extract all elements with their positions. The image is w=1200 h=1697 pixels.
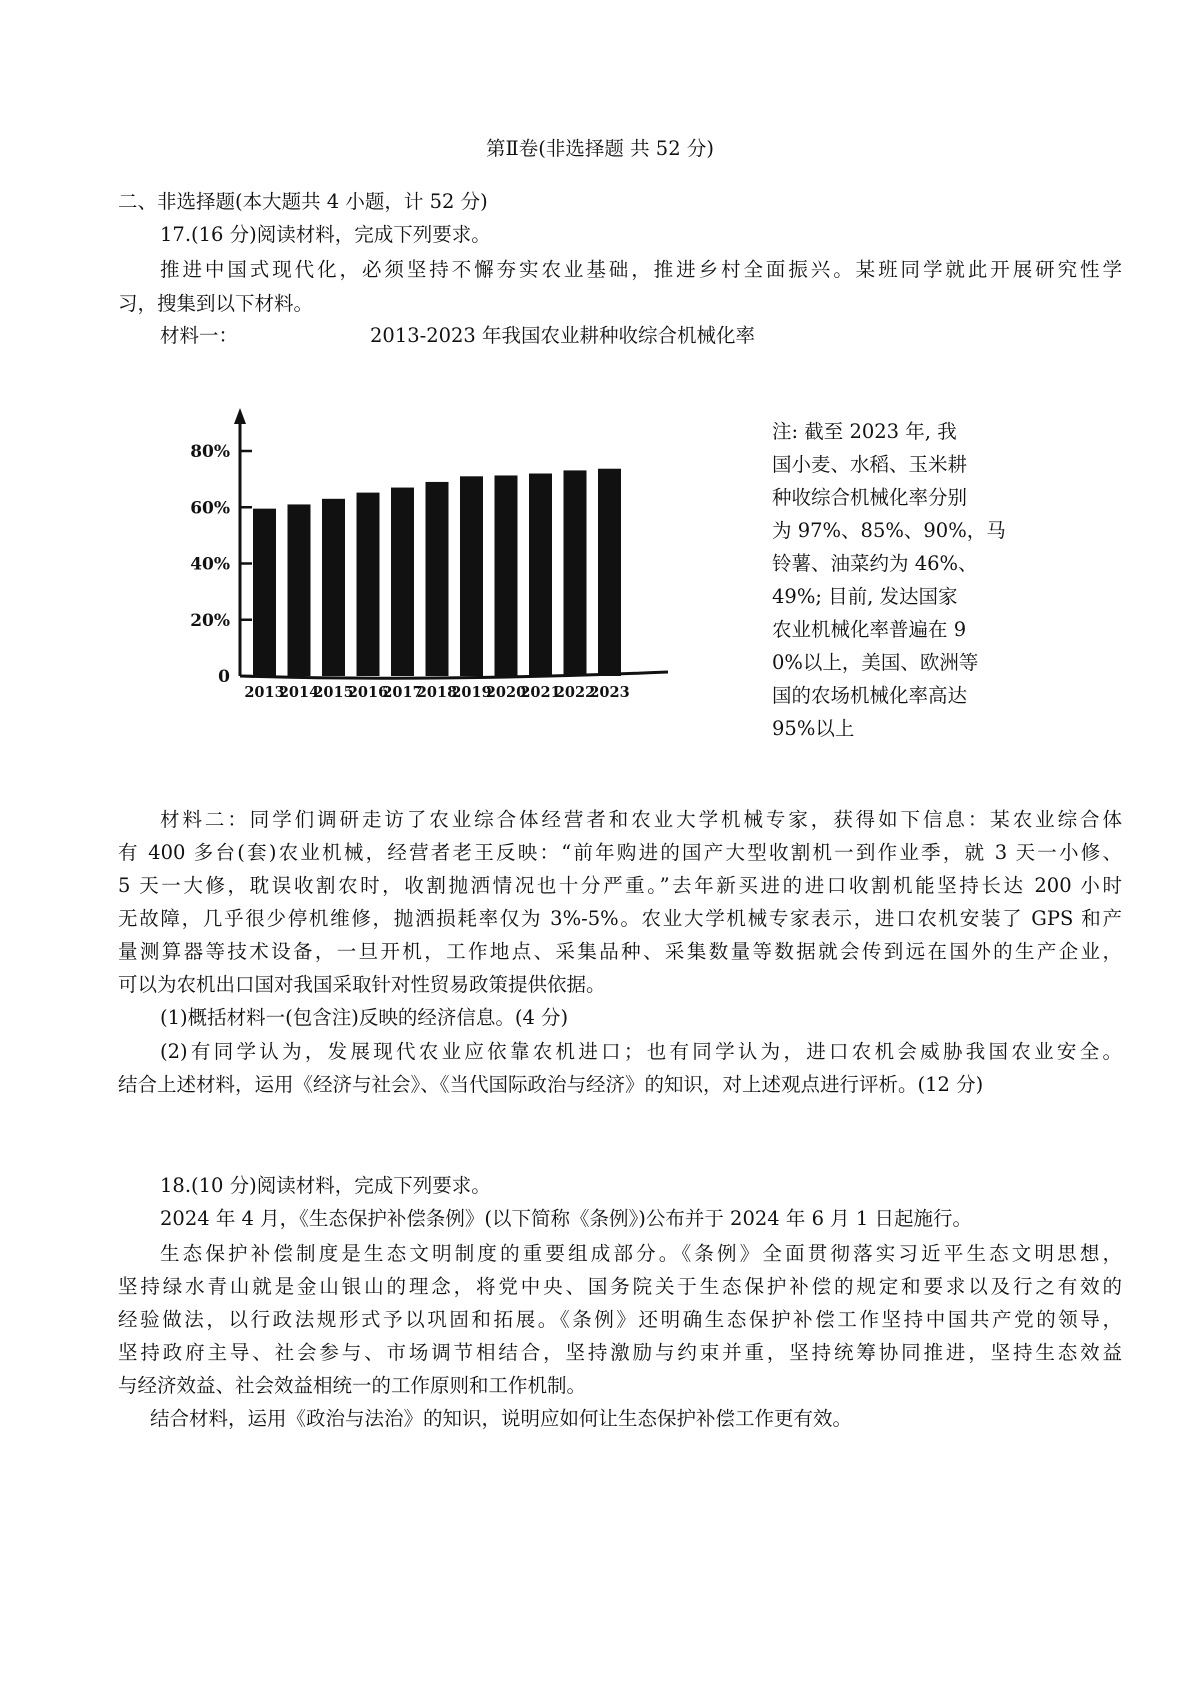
note-line-2: 国小麦、水稻、玉米耕 (772, 453, 968, 476)
bar (495, 475, 518, 676)
y-tick-label: 40% (190, 554, 230, 575)
y-axis-arrow (234, 408, 246, 424)
bar (288, 504, 311, 676)
x-tick-label: 2018 (416, 684, 458, 700)
part-heading: 二、非选择题(本大题共 4 小题，计 52 分) (118, 190, 488, 213)
note-line-8: 0%以上，美国、欧洲等 (772, 651, 979, 674)
note-line-3: 种收综合机械化率分别 (772, 486, 968, 509)
q18-p2-line-1: 生态保护补偿制度是生态文明制度的重要组成部分。《条例》全面贯彻落实习近平生态文明思想， (160, 1242, 1122, 1265)
x-tick-label: 2022 (554, 684, 596, 700)
y-tick-label: 0 (218, 667, 230, 687)
bar (322, 499, 345, 676)
q18-task: 结合材料，运用《政治与法治》的知识，说明应如何让生态保护补偿工作更有效。 (150, 1407, 853, 1430)
q18-p2-line-3: 经验做法，以行政法规形式予以巩固和拓展。《条例》还明确生态保护补偿工作坚持中国共产党的领导， (118, 1308, 1122, 1331)
mechanization-bar-chart (180, 400, 680, 700)
y-tick-label: 80% (190, 442, 230, 462)
material2-line-1: 材料二：同学们调研走访了农业综合体经营者和农业大学机械专家，获得如下信息：某农业综合体 (160, 808, 1122, 831)
q17-intro-line-1: 推进中国式现代化，必须坚持不懈夯实农业基础，推进乡村全面振兴。某班同学就此开展研究性学 (160, 258, 1122, 281)
x-tick-label: 2023 (589, 684, 630, 700)
material2-line-5: 量测算器等技术设备，一旦开机，工作地点、采集品种、采集数量等数据就会传到远在国外的生产企业， (118, 940, 1122, 963)
q17-sub2-line-1: (2)有同学认为，发展现代农业应依靠农机进口；也有同学认为，进口农机会威胁我国农业安全。 (160, 1040, 1122, 1063)
bar (598, 469, 621, 676)
q17-sub2-line-2: 结合上述材料，运用《经济与社会》、《当代国际政治与经济》的知识，对上述观点进行评析。(12 分) (118, 1073, 984, 1096)
q18-p2-line-4: 坚持政府主导、社会参与、市场调节相结合，坚持激励与约束并重，坚持统筹协同推进，坚持生态效益 (118, 1341, 1122, 1364)
material1-label: 材料一： (160, 324, 239, 347)
material2-line-3: 5 天一大修，耽误收割农时，收割抛洒情况也十分严重。”去年新买进的进口收割机能坚持长达 200 小时 (118, 874, 1122, 897)
bar (391, 488, 414, 676)
x-tick-label: 2021 (520, 684, 561, 700)
x-tick-label: 2013 (244, 684, 285, 700)
x-tick-label: 2015 (313, 684, 354, 700)
note-line-1: 注: 截至 2023 年, 我 (772, 420, 957, 443)
note-line-5: 铃薯、油菜约为 46%、 (772, 552, 978, 575)
bar (529, 474, 552, 677)
x-tick-label: 2017 (382, 684, 423, 700)
x-tick-label: 2020 (485, 684, 527, 700)
bar (357, 493, 380, 676)
x-tick-label: 2014 (278, 684, 320, 700)
material1-chart-title: 2013-2023 年我国农业耕种收综合机械化率 (370, 324, 756, 347)
bar (460, 476, 483, 676)
q18-p2-line-2: 坚持绿水青山就是金山银山的理念，将党中央、国务院关于生态保护补偿的规定和要求以及行之有效的 (118, 1275, 1122, 1298)
material2-line-2: 有 400 多台(套)农业机械，经营者老王反映：“前年购进的国产大型收割机一到作业季，就 3 天一小修、 (118, 841, 1122, 864)
q18-title: 18.(10 分)阅读材料，完成下列要求。 (160, 1174, 491, 1197)
y-tick-label: 60% (190, 498, 230, 519)
note-line-4: 为 97%、85%、90%，马 (772, 519, 1006, 542)
q18-p2-line-5: 与经济效益、社会效益相统一的工作原则和工作机制。 (118, 1374, 587, 1397)
q17-intro-line-2: 习，搜集到以下材料。 (118, 292, 314, 315)
q18-p1: 2024 年 4 月，《生态保护补偿条例》(以下简称《条例》)公布并于 2024 年 6 月 1 日起施行。 (160, 1207, 972, 1230)
section-title: 第Ⅱ卷(非选择题 共 52 分) (486, 137, 714, 160)
x-tick-label: 2016 (347, 684, 389, 700)
x-tick-label: 2019 (451, 684, 492, 700)
material2-line-6: 可以为农机出口国对我国采取针对性贸易政策提供依据。 (118, 973, 606, 996)
bar (253, 509, 276, 676)
note-line-10: 95%以上 (772, 717, 855, 740)
q17-title: 17.(16 分)阅读材料，完成下列要求。 (160, 223, 491, 246)
note-line-6: 49%; 目前, 发达国家 (772, 585, 958, 608)
q17-sub1: (1)概括材料一(包含注)反映的经济信息。(4 分) (160, 1006, 569, 1029)
y-tick-label: 20% (190, 610, 230, 631)
material2-line-4: 无故障，几乎很少停机维修，抛洒损耗率仅为 3%-5%。农业大学机械专家表示，进口农机安装了 GPS 和产 (118, 907, 1122, 930)
bar (426, 482, 449, 676)
note-line-7: 农业机械化率普遍在 9 (772, 618, 967, 641)
bar (564, 470, 587, 676)
note-line-9: 国的农场机械化率高达 (772, 684, 968, 707)
